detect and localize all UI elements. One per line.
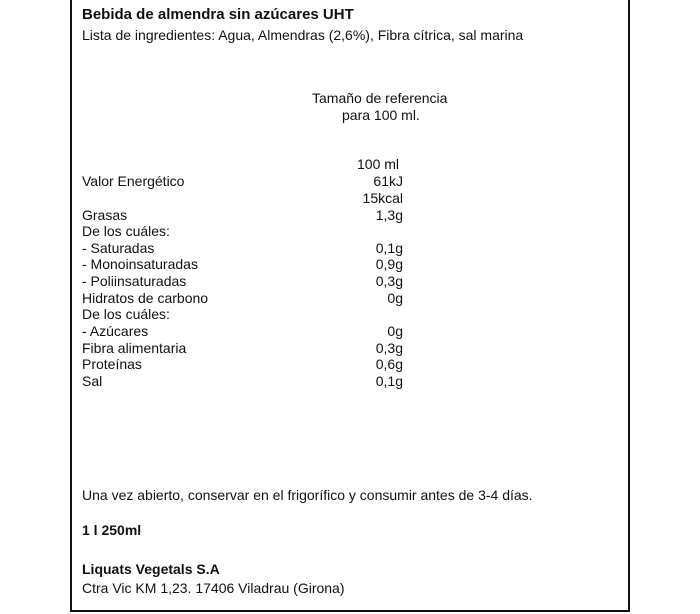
nutrient-value: 0,3g (375, 340, 403, 356)
ingredients-list: Lista de ingredientes: Agua, Almendras (2,6%), Fibra cítrica, sal marina (82, 27, 524, 43)
nutrient-label: Proteínas (82, 356, 142, 372)
nutrient-label: De los cuáles: (82, 223, 170, 239)
nutrient-value: 0g (387, 290, 403, 306)
nutrient-label: Hidratos de carbono (82, 290, 209, 306)
nutrient-value: 0,1g (375, 240, 403, 256)
manufacturer-name: Liquats Vegetals S.A (82, 561, 220, 577)
nutrition-column-header: 100 ml (357, 156, 400, 172)
energy-label: Valor Energético (82, 173, 185, 189)
nutrient-value: 0,6g (375, 356, 403, 372)
package-sizes: 1 l 250ml (82, 522, 142, 538)
nutrient-value: 0,3g (375, 273, 403, 289)
nutrient-label: Grasas (82, 207, 128, 223)
energy-kj-value: 61kJ (373, 173, 403, 189)
nutrient-value: 0,1g (375, 373, 403, 389)
nutrient-value: 1,3g (375, 207, 403, 223)
nutrient-value: 0g (387, 323, 403, 339)
nutrient-label: Sal (82, 373, 103, 389)
storage-note: Una vez abierto, conservar en el frigorífico y consumir antes de 3-4 días. (82, 487, 533, 503)
nutrient-label: - Saturadas (82, 240, 155, 256)
nutrient-label: - Poliinsaturadas (82, 273, 187, 289)
energy-kcal-value: 15kcal (362, 190, 403, 206)
nutrient-label: - Azúcares (82, 323, 149, 339)
reference-size-line2: para 100 ml. (342, 107, 420, 123)
nutrient-value: 0,9g (375, 256, 403, 272)
nutrient-label: De los cuáles: (82, 306, 170, 322)
nutrient-label: Fibra alimentaria (82, 340, 187, 356)
nutrient-label: - Monoinsaturadas (82, 256, 198, 272)
manufacturer-address: Ctra Vic KM 1,23. 17406 Viladrau (Girona) (82, 580, 345, 596)
reference-size-line1: Tamaño de referencia (312, 90, 448, 106)
product-title: Bebida de almendra sin azúcares UHT (82, 6, 354, 23)
